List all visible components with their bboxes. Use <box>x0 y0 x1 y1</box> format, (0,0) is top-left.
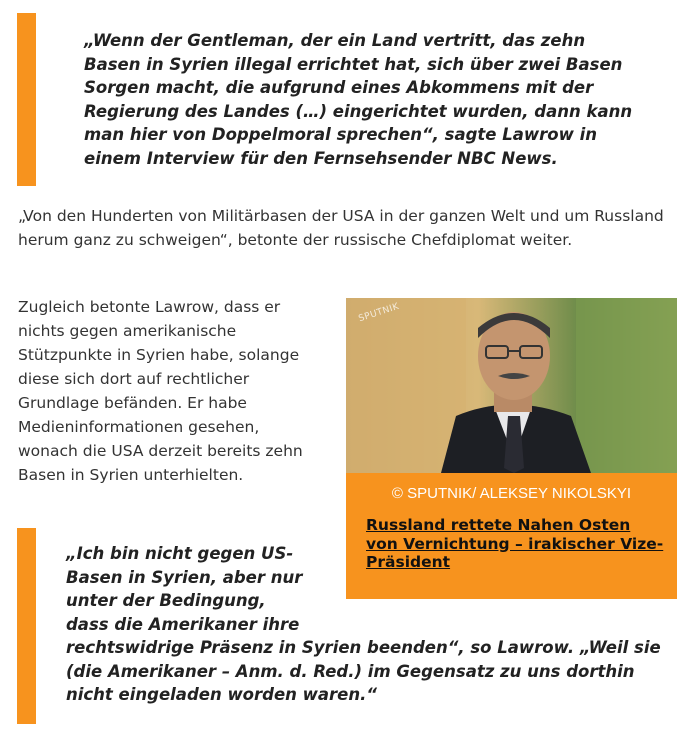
blockquote-1 <box>17 13 651 186</box>
photo-watermark: SPUTNIK <box>357 301 401 325</box>
article-photo[interactable] <box>346 298 677 473</box>
quote-2-line-d: nicht eingeladen worden waren.“ <box>66 685 377 704</box>
blockquote-2 <box>17 528 691 724</box>
paragraph-1: „Von den Hunderten von Militärbasen der USA in der ganzen Welt und um Russland herum ganz zu schweigen“, betonte der russische Chefdiplomat weiter. <box>18 207 664 249</box>
quote-1-text: „Wenn der Gentleman, der ein Land vertritt, das zehn Basen in Syrien illegal errichtet hat, sich über zwei Basen Sorgen macht, die aufgrund eines Abkommens mit der Regierung des Landes (…) eingerichtet wurden, dann kann man hier von Doppelmoral sprechen“, sagte Lawrow in einem Interview für den Fernsehsender NBC News. <box>84 31 633 168</box>
related-article-link[interactable]: Russland rettete Nahen Osten von Vernichtung – irakischer Vize-Präsident <box>366 516 664 571</box>
quote-2-text <box>66 542 671 707</box>
quote-2-line-c: (die Amerikaner – Anm. d. Red.) im Gegensatz zu uns dorthin <box>66 661 635 681</box>
quote-2-line-b: rechtswidrige Präsenz in Syrien beenden“, so Lawrow. „Weil sie <box>66 638 661 657</box>
photo-credit: © SPUTNIK/ ALEKSEY NIKOLSKYI <box>391 485 632 502</box>
quote-2-line-a: „Ich bin nicht gegen US-Basen in Syrien, aber nur unter der Bedingung, dass die Amerikaner ihre <box>66 544 303 634</box>
paragraph-2: Zugleich betonte Lawrow, dass er nichts gegen amerikanische Stützpunkte in Syrien habe, solange diese sich dort auf rechtlicher Grundlage befänden. Er habe Medieninformationen gesehen, wonach die USA derzeit bereits zehn Basen in Syrien unterhielten. <box>18 298 303 484</box>
portrait-illustration <box>346 298 677 473</box>
